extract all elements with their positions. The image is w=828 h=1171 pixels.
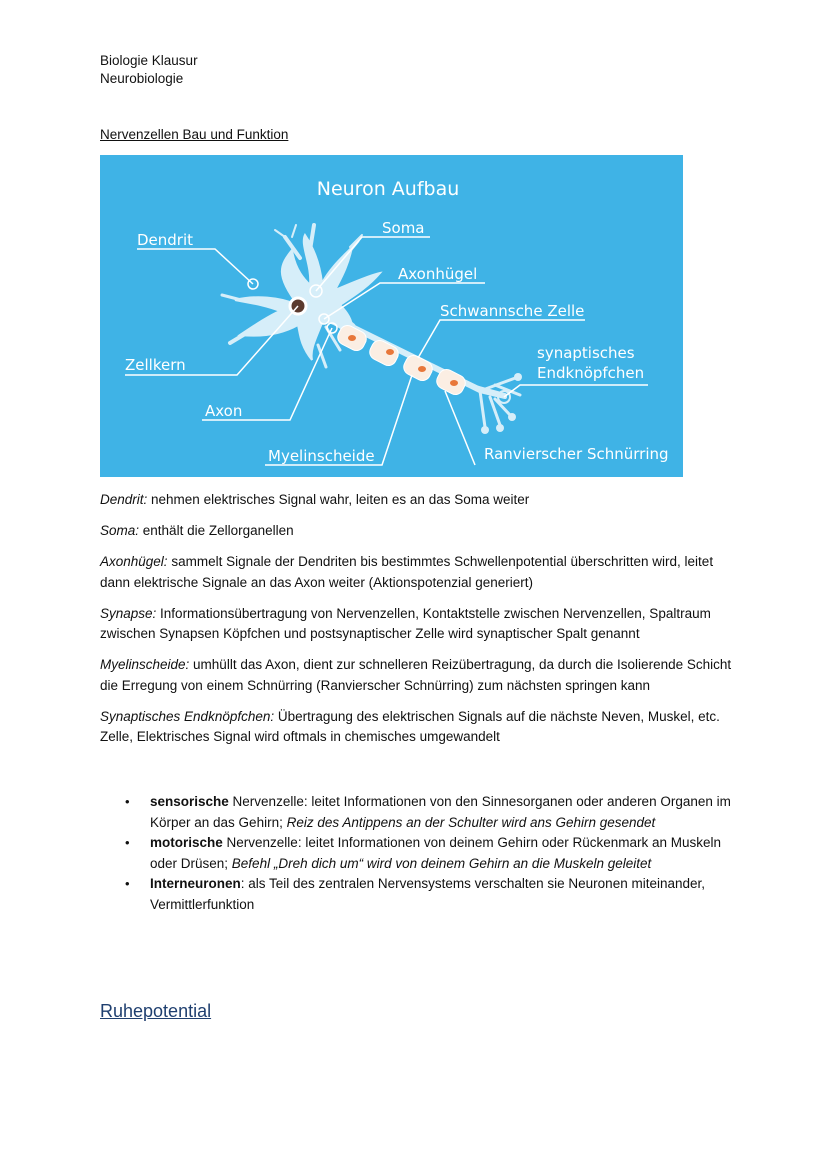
section-title: Nervenzellen Bau und Funktion	[100, 127, 289, 142]
definition-item: Synapse: Informationsübertragung von Nervenzellen, Kontaktstelle zwischen Nervenzellen, Spaltraum zwischen Synapsen Köpfchen und postsynaptischer Zelle wird synaptischer Spalt genannt	[100, 605, 711, 641]
list-item: • Interneuronen: als Teil des zentralen Nervensystems verschalten sie Neuronen miteinander, Vermittlerfunktion	[125, 876, 705, 912]
bullet-icon: •	[125, 835, 130, 850]
header-subject: Biologie Klausur	[100, 53, 198, 68]
definition-item: Soma: enthält die Zellorganellen	[100, 523, 294, 538]
label-ranvier: Ranvierscher Schnürring	[484, 445, 669, 463]
definition-item: Dendrit: nehmen elektrisches Signal wahr, leiten es an das Soma weiter	[100, 492, 530, 507]
definition-item: Axonhügel: sammelt Signale der Dendriten bis bestimmtes Schwellenpotential überschritten wird, leitet dann elektrische Signale an das Axon weiter (Aktionspotenzial generiert)	[100, 554, 714, 590]
label-myelin: Myelinscheide	[268, 447, 375, 465]
label-dendrit: Dendrit	[137, 231, 194, 249]
label-zellkern: Zellkern	[125, 356, 186, 374]
diagram-title: Neuron Aufbau	[316, 178, 460, 200]
subheading-ruhepotential: Ruhepotential	[100, 1001, 212, 1021]
bullet-icon: •	[125, 876, 130, 891]
document-header	[100, 52, 198, 88]
definition-item: Synaptisches Endknöpfchen: Übertragung des elektrischen Signals auf die nächste Neven, Muskel, etc. Zelle, Elektrisches Signal wird oftmals in chemisches umgewandelt	[100, 708, 720, 744]
diagram-background	[100, 155, 683, 477]
label-schwann: Schwannsche Zelle	[440, 302, 585, 320]
list-item: • motorische Nervenzelle: leitet Informationen von deinem Gehirn oder Rückenmark an Muskeln oder Drüsen; Befehl „Dreh dich um“ wird von deinem Gehirn an die Muskeln geleitet	[125, 835, 722, 871]
bullet-icon: •	[125, 794, 130, 809]
definitions-list	[100, 490, 740, 758]
neuron-types-list	[125, 792, 745, 915]
label-synaptic-line1: synaptisches	[537, 344, 635, 362]
header-topic: Neurobiologie	[100, 71, 184, 86]
label-axon: Axon	[205, 402, 243, 420]
definition-item: Myelinscheide: umhüllt das Axon, dient zur schnelleren Reizübertragung, da durch die Isolierende Schicht die Erregung von einem Schnürring (Ranvierscher Schnürring) zum nächsten springen kann	[100, 657, 732, 693]
list-item: • sensorische Nervenzelle: leitet Informationen von den Sinnesorganen oder anderen Organen im Körper an das Gehirn; Reiz des Antippens an der Schulter wird ans Gehirn gesendet	[125, 794, 731, 830]
label-axonhuegel: Axonhügel	[398, 265, 478, 283]
label-synaptic-line2: Endknöpfchen	[537, 364, 645, 382]
label-soma: Soma	[382, 219, 425, 237]
neuron-diagram	[100, 155, 683, 477]
